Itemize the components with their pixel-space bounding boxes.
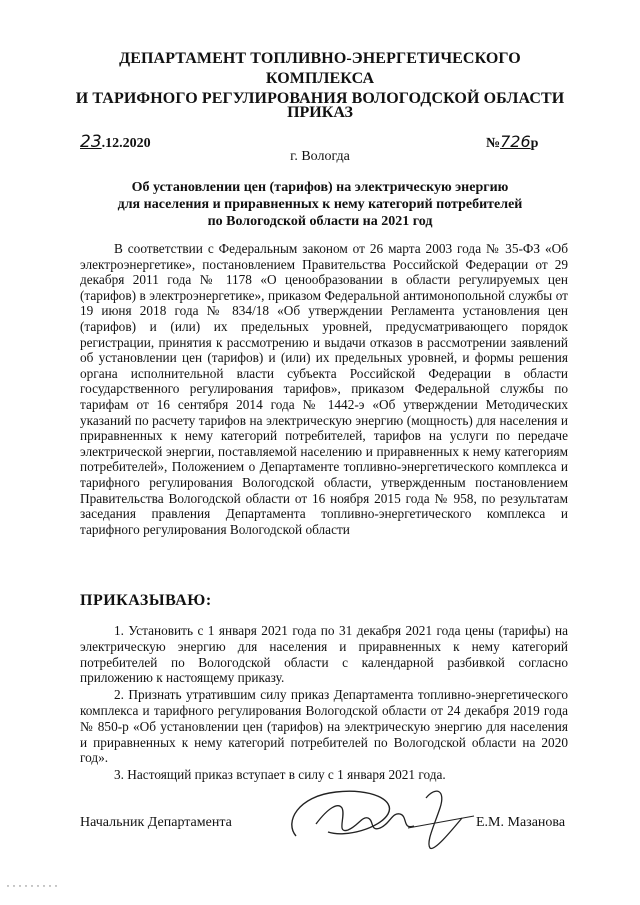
- date-month-year: .12.2020: [101, 136, 151, 151]
- signatory-role: Начальник Департамента: [80, 815, 232, 830]
- scan-artifact-dots: [6, 884, 76, 888]
- handwritten-signature: [276, 778, 476, 856]
- order-item-2: 2. Признать утратившим силу приказ Департамента топливно-энергетического комплекса и тарифного регулирования Вологодской области от 24 декабря 2019 года № 850-р «Об установлении цен (тарифов) на электрическую энергию для населения и приравненных к нему категорий потребителей по Вологодской области на 2020 год».: [80, 687, 568, 766]
- city: г. Вологда: [290, 149, 350, 164]
- department-line-1: ДЕПАРТАМЕНТ ТОПЛИВНО-ЭНЕРГЕТИЧЕСКОГО КОМПЛЕКСА: [119, 50, 521, 87]
- subject-line-2: для населения и приравненных к нему категорий потребителей: [117, 197, 523, 212]
- preamble-paragraph: [80, 241, 568, 537]
- number-suffix: р: [530, 136, 539, 151]
- department-header: [70, 49, 570, 109]
- order-word: ПРИКАЗЫВАЮ:: [80, 592, 212, 609]
- preamble-text: В соответствии с Федеральным законом от 26 марта 2003 года № 35-ФЗ «Об электроэнергетике», постановлением Правительства Российской Федерации от 29 декабря 2011 года № 1178 «О ценообразовании в области регулируемых цен (тарифов) в электроэнергетике», приказом Федеральной антимонопольной службы от 19 июня 2018 года № 834/18 «Об утверждении Регламента установления цен (тарифов) и (или) их предельных уровней, предусматривающего порядок регистрации, принятия к рассмотрению и выдачи отказов в рассмотрении заявлений об установлении цен (тарифов) и (или) их предельных уровней, и формы решения органа исполнительной власти субъекта Российской Федерации в области государственного регулирования тарифов», приказом Федеральной службы по тарифам от 16 сентября 2014 года № 1442-э «Об утверждении Методических указаний по расчету тарифов на электрическую энергию (мощность) для населения и приравненных к нему категорий потребителей, тарифов на услуги по передаче электрической энергии, поставляемой населению и приравненных к нему категориям потребителей», Положением о Департаменте топливно-энергетического комплекса и тарифного регулирования Вологодской области, утвержденным постановлением Правительства Вологодской области от 16 ноября 2015 года № 958, по результатам заседания правления Департамента топливно-энергетического комплекса и тарифного регулирования Вологодской области: [80, 241, 568, 537]
- order-item-1: 1. Установить с 1 января 2021 года по 31 декабря 2021 года цены (тарифы) на электрическую энергию для населения и приравненных к нему категорий потребителей по Вологодской области с календарной разбивкой согласно приложению к настоящему приказу.: [80, 623, 568, 686]
- subject-line-3: по Вологодской области на 2021 год: [207, 214, 433, 229]
- department-line-2: И ТАРИФНОГО РЕГУЛИРОВАНИЯ ВОЛОГОДСКОЙ ОБЛАСТИ: [75, 90, 565, 107]
- number-sign: №: [486, 136, 501, 151]
- document-type: ПРИКАЗ: [287, 104, 353, 121]
- handwritten-day: 23: [80, 132, 102, 152]
- order-items: [80, 623, 568, 784]
- subject-line-1: Об установлении цен (тарифов) на электрическую энергию: [131, 180, 509, 195]
- order-subject: [110, 179, 530, 230]
- order-item-3: 3. Настоящий приказ вступает в силу с 1 января 2021 года.: [114, 767, 446, 783]
- signatory-name: Е.М. Мазанова: [476, 815, 566, 830]
- handwritten-number: 726: [500, 132, 531, 151]
